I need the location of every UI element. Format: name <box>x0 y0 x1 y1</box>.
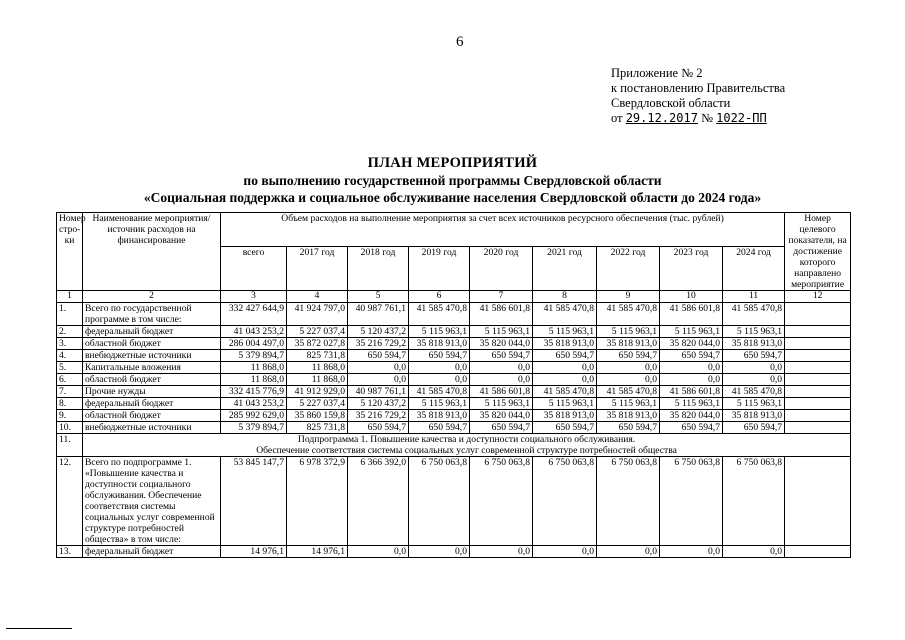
cell-no: 4. <box>57 350 83 362</box>
cell-y2024: 5 115 963,1 <box>723 398 785 410</box>
header-year-7: 2024 год <box>723 247 785 291</box>
cell-y2023: 6 750 063,8 <box>660 457 723 546</box>
cell-y2024: 35 818 913,0 <box>723 410 785 422</box>
cell-y2021: 5 115 963,1 <box>533 398 597 410</box>
column-number: 1 <box>57 291 83 303</box>
cell-name: областной бюджет <box>83 374 221 386</box>
cell-y2024: 0,0 <box>723 374 785 386</box>
document-subtitle-2: «Социальная поддержка и социальное обслуживание населения Свердловской области до 2024 года» <box>143 190 762 205</box>
header-year-6: 2023 год <box>660 247 723 291</box>
cell-name: Всего по подпрограмме 1. «Повышение качества и доступности социального обслуживания. Обеспечение соответствия системы социальных услуг современной структуре потребностей общества» в том числе: <box>83 457 221 546</box>
subprogram-row <box>57 434 851 457</box>
header-year-3: 2020 год <box>470 247 533 291</box>
cell-y2019: 0,0 <box>409 362 470 374</box>
cell-y2018: 40 987 761,1 <box>348 386 409 398</box>
cell-y2018: 0,0 <box>348 546 409 558</box>
cell-y2022: 6 750 063,8 <box>597 457 660 546</box>
footnote-separator <box>6 628 72 629</box>
cell-y2021: 650 594,7 <box>533 350 597 362</box>
cell-name: Прочие нужды <box>83 386 221 398</box>
cell-y2022: 650 594,7 <box>597 422 660 434</box>
cell-y2022: 0,0 <box>597 362 660 374</box>
cell-total: 53 845 147,7 <box>221 457 287 546</box>
page-number: 6 <box>456 34 464 50</box>
header-target: Номер целевого показателя, на достижение которого направлено мероприятие <box>785 213 851 291</box>
appendix-number: 1022-ПП <box>716 111 767 125</box>
column-number: 7 <box>470 291 533 303</box>
cell-y2023: 5 115 963,1 <box>660 326 723 338</box>
column-number: 11 <box>723 291 785 303</box>
cell-no: 13. <box>57 546 83 558</box>
cell-no: 9. <box>57 410 83 422</box>
cell-total: 5 379 894,7 <box>221 350 287 362</box>
cell-y2024: 41 585 470,8 <box>723 386 785 398</box>
cell-y2023: 650 594,7 <box>660 422 723 434</box>
table-row <box>57 350 851 362</box>
cell-target <box>785 303 851 326</box>
cell-name: федеральный бюджет <box>83 546 221 558</box>
cell-target <box>785 410 851 422</box>
cell-y2022: 35 818 913,0 <box>597 410 660 422</box>
cell-y2017: 11 868,0 <box>287 362 348 374</box>
cell-y2020: 5 115 963,1 <box>470 398 533 410</box>
number-prefix: № <box>701 111 713 125</box>
column-number: 4 <box>287 291 348 303</box>
cell-total: 11 868,0 <box>221 374 287 386</box>
cell-y2022: 35 818 913,0 <box>597 338 660 350</box>
cell-y2017: 35 872 027,8 <box>287 338 348 350</box>
cell-total: 5 379 894,7 <box>221 422 287 434</box>
cell-y2018: 35 216 729,2 <box>348 410 409 422</box>
cell-y2019: 35 818 913,0 <box>409 410 470 422</box>
column-number: 12 <box>785 291 851 303</box>
cell-y2018: 40 987 761,1 <box>348 303 409 326</box>
cell-y2024: 35 818 913,0 <box>723 338 785 350</box>
cell-name: Всего по государственной программе в том числе: <box>83 303 221 326</box>
cell-y2020: 0,0 <box>470 374 533 386</box>
cell-y2017: 35 860 159,8 <box>287 410 348 422</box>
cell-y2019: 5 115 963,1 <box>409 326 470 338</box>
cell-y2024: 6 750 063,8 <box>723 457 785 546</box>
cell-y2023: 41 586 601,8 <box>660 386 723 398</box>
cell-total: 332 427 644,9 <box>221 303 287 326</box>
cell-y2023: 35 820 044,0 <box>660 338 723 350</box>
cell-y2022: 41 585 470,8 <box>597 303 660 326</box>
cell-no: 7. <box>57 386 83 398</box>
cell-y2017: 825 731,8 <box>287 350 348 362</box>
subprogram-title-line-1: Подпрограмма 1. Повышение качества и доступности социального обслуживания. <box>297 434 636 445</box>
appendix-line-2: к постановлению Правительства <box>611 81 786 95</box>
cell-name: областной бюджет <box>83 410 221 422</box>
table-row <box>57 374 851 386</box>
header-year-1: 2018 год <box>348 247 409 291</box>
cell-target <box>785 422 851 434</box>
cell-target <box>785 338 851 350</box>
cell-y2018: 5 120 437,2 <box>348 398 409 410</box>
header-total: всего <box>221 247 287 291</box>
cell-y2021: 41 585 470,8 <box>533 386 597 398</box>
column-number: 3 <box>221 291 287 303</box>
table-row <box>57 362 851 374</box>
cell-y2019: 650 594,7 <box>409 422 470 434</box>
cell-y2024: 0,0 <box>723 362 785 374</box>
cell-y2019: 0,0 <box>409 374 470 386</box>
column-number: 10 <box>660 291 723 303</box>
cell-y2020: 35 820 044,0 <box>470 338 533 350</box>
subprogram-title <box>83 434 851 457</box>
cell-y2023: 0,0 <box>660 546 723 558</box>
cell-y2022: 5 115 963,1 <box>597 326 660 338</box>
cell-y2018: 6 366 392,0 <box>348 457 409 546</box>
cell-name: федеральный бюджет <box>83 326 221 338</box>
table-row <box>57 410 851 422</box>
plan-table <box>56 212 851 558</box>
cell-target <box>785 386 851 398</box>
cell-y2023: 0,0 <box>660 374 723 386</box>
cell-y2020: 0,0 <box>470 546 533 558</box>
cell-target <box>785 326 851 338</box>
header-expenses-group: Объем расходов на выполнение мероприятия за счет всех источников ресурсного обеспечения (тыс. рублей) <box>221 213 785 247</box>
cell-y2021: 0,0 <box>533 546 597 558</box>
cell-no: 5. <box>57 362 83 374</box>
column-number: 5 <box>348 291 409 303</box>
cell-y2019: 650 594,7 <box>409 350 470 362</box>
cell-y2019: 0,0 <box>409 546 470 558</box>
cell-total: 41 043 253,2 <box>221 326 287 338</box>
cell-y2022: 0,0 <box>597 374 660 386</box>
cell-y2020: 5 115 963,1 <box>470 326 533 338</box>
cell-no: 6. <box>57 374 83 386</box>
table-row <box>57 457 851 546</box>
cell-y2018: 0,0 <box>348 362 409 374</box>
cell-y2017: 41 912 929,0 <box>287 386 348 398</box>
column-number: 2 <box>83 291 221 303</box>
appendix-line-1: Приложение № 2 <box>611 66 703 80</box>
cell-y2017: 6 978 372,9 <box>287 457 348 546</box>
column-number: 9 <box>597 291 660 303</box>
cell-y2021: 5 115 963,1 <box>533 326 597 338</box>
date-prefix: от <box>611 111 623 125</box>
column-number: 6 <box>409 291 470 303</box>
cell-target <box>785 398 851 410</box>
cell-y2017: 5 227 037,4 <box>287 326 348 338</box>
cell-y2024: 650 594,7 <box>723 350 785 362</box>
appendix-date-line <box>611 111 785 126</box>
cell-target <box>785 457 851 546</box>
cell-y2022: 41 585 470,8 <box>597 386 660 398</box>
header-row-1 <box>57 213 851 247</box>
cell-y2018: 35 216 729,2 <box>348 338 409 350</box>
cell-y2020: 41 586 601,8 <box>470 386 533 398</box>
cell-name: внебюджетные источники <box>83 422 221 434</box>
cell-y2019: 5 115 963,1 <box>409 398 470 410</box>
table-row <box>57 398 851 410</box>
cell-no: 3. <box>57 338 83 350</box>
header-row-no: Номер стро-ки <box>57 213 83 291</box>
cell-target <box>785 350 851 362</box>
cell-total: 286 004 497,0 <box>221 338 287 350</box>
cell-y2017: 5 227 037,4 <box>287 398 348 410</box>
table-row <box>57 303 851 326</box>
cell-y2022: 650 594,7 <box>597 350 660 362</box>
cell-no: 12. <box>57 457 83 546</box>
cell-y2017: 14 976,1 <box>287 546 348 558</box>
header-year-4: 2021 год <box>533 247 597 291</box>
cell-y2022: 0,0 <box>597 546 660 558</box>
cell-y2020: 0,0 <box>470 362 533 374</box>
cell-y2019: 41 585 470,8 <box>409 386 470 398</box>
column-number: 8 <box>533 291 597 303</box>
cell-y2020: 650 594,7 <box>470 422 533 434</box>
document-title: ПЛАН МЕРОПРИЯТИЙ <box>367 155 538 171</box>
appendix-block <box>611 66 785 126</box>
cell-no: 2. <box>57 326 83 338</box>
cell-y2024: 5 115 963,1 <box>723 326 785 338</box>
cell-y2023: 650 594,7 <box>660 350 723 362</box>
cell-no: 1. <box>57 303 83 326</box>
cell-y2020: 41 586 601,8 <box>470 303 533 326</box>
table-row <box>57 338 851 350</box>
cell-y2019: 41 585 470,8 <box>409 303 470 326</box>
table-row <box>57 326 851 338</box>
cell-target <box>785 362 851 374</box>
cell-y2020: 6 750 063,8 <box>470 457 533 546</box>
cell-y2023: 0,0 <box>660 362 723 374</box>
cell-y2020: 650 594,7 <box>470 350 533 362</box>
cell-name: Капитальные вложения <box>83 362 221 374</box>
cell-total: 14 976,1 <box>221 546 287 558</box>
table-row <box>57 386 851 398</box>
cell-y2021: 650 594,7 <box>533 422 597 434</box>
cell-y2019: 35 818 913,0 <box>409 338 470 350</box>
cell-total: 41 043 253,2 <box>221 398 287 410</box>
cell-y2021: 35 818 913,0 <box>533 338 597 350</box>
column-number-row <box>57 291 851 303</box>
cell-y2019: 6 750 063,8 <box>409 457 470 546</box>
cell-y2020: 35 820 044,0 <box>470 410 533 422</box>
cell-total: 285 992 629,0 <box>221 410 287 422</box>
header-year-2: 2019 год <box>409 247 470 291</box>
cell-y2023: 35 820 044,0 <box>660 410 723 422</box>
cell-target <box>785 546 851 558</box>
cell-y2022: 5 115 963,1 <box>597 398 660 410</box>
cell-y2018: 650 594,7 <box>348 350 409 362</box>
cell-no: 10. <box>57 422 83 434</box>
cell-y2018: 0,0 <box>348 374 409 386</box>
cell-name: областной бюджет <box>83 338 221 350</box>
cell-y2021: 0,0 <box>533 362 597 374</box>
table-row <box>57 546 851 558</box>
cell-total: 332 415 776,9 <box>221 386 287 398</box>
cell-no: 8. <box>57 398 83 410</box>
cell-y2024: 41 585 470,8 <box>723 303 785 326</box>
cell-total: 11 868,0 <box>221 362 287 374</box>
appendix-date: 29.12.2017 <box>625 111 698 125</box>
cell-y2017: 41 924 797,0 <box>287 303 348 326</box>
cell-name: внебюджетные источники <box>83 350 221 362</box>
cell-y2023: 5 115 963,1 <box>660 398 723 410</box>
appendix-line-3: Свердловской области <box>611 96 731 110</box>
cell-name: федеральный бюджет <box>83 398 221 410</box>
cell-y2018: 5 120 437,2 <box>348 326 409 338</box>
header-name: Наименование мероприятия/ источник расходов на финансирование <box>83 213 221 291</box>
cell-y2024: 650 594,7 <box>723 422 785 434</box>
document-subtitle-1: по выполнению государственной программы Свердловской области <box>243 173 662 188</box>
table-row <box>57 422 851 434</box>
cell-y2021: 6 750 063,8 <box>533 457 597 546</box>
cell-y2021: 41 585 470,8 <box>533 303 597 326</box>
cell-no: 11. <box>57 434 83 457</box>
cell-y2017: 11 868,0 <box>287 374 348 386</box>
cell-y2021: 0,0 <box>533 374 597 386</box>
subprogram-title-line-2: Обеспечение соответствия системы социальных услуг современной структуре потребностей общества <box>256 445 677 456</box>
cell-y2021: 35 818 913,0 <box>533 410 597 422</box>
header-year-5: 2022 год <box>597 247 660 291</box>
cell-y2023: 41 586 601,8 <box>660 303 723 326</box>
cell-target <box>785 374 851 386</box>
header-year-0: 2017 год <box>287 247 348 291</box>
cell-y2017: 825 731,8 <box>287 422 348 434</box>
cell-y2024: 0,0 <box>723 546 785 558</box>
cell-y2018: 650 594,7 <box>348 422 409 434</box>
